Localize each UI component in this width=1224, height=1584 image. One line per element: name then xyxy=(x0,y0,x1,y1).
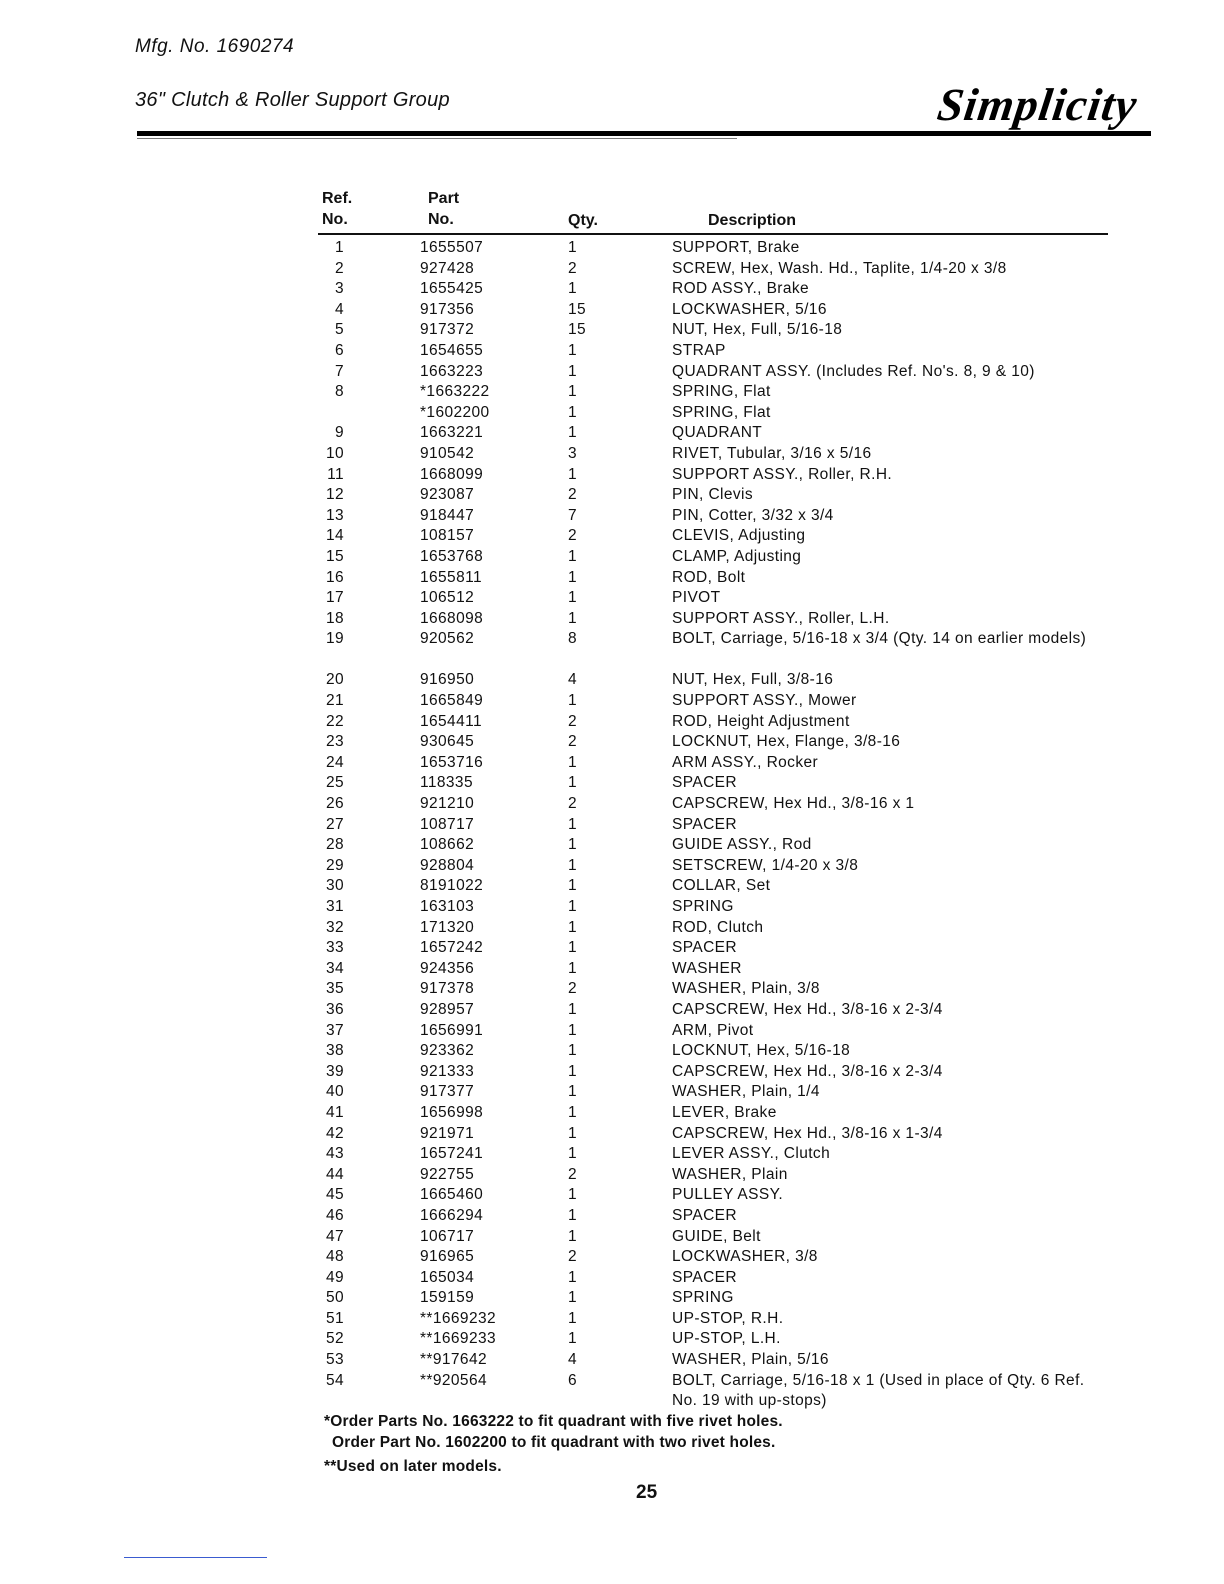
part-no: *1663222 xyxy=(420,383,490,401)
table-row xyxy=(0,1000,1224,1021)
part-no: 1653716 xyxy=(420,753,484,771)
description: RIVET, Tubular, 3/16 x 5/16 xyxy=(672,444,872,462)
header-rule xyxy=(137,131,1151,136)
table-row xyxy=(0,423,1224,444)
table-row xyxy=(0,897,1224,918)
qty: 1 xyxy=(568,774,578,792)
description: SPACER xyxy=(672,939,737,957)
table-row xyxy=(0,259,1224,280)
qty: 1 xyxy=(568,547,578,565)
qty: 1 xyxy=(568,1000,578,1018)
ref-no: 31 xyxy=(325,898,344,915)
footnote-1: *Order Parts No. 1663222 to fit quadrant with five rivet holes. xyxy=(324,1413,783,1430)
part-no: 924356 xyxy=(420,959,475,977)
qty: 1 xyxy=(568,403,578,421)
ref-no: 50 xyxy=(325,1289,344,1307)
part-no: 163103 xyxy=(420,898,475,915)
table-row xyxy=(0,547,1224,568)
description: SPACER xyxy=(672,1268,737,1286)
table-row xyxy=(0,1124,1224,1145)
table-row xyxy=(0,1247,1224,1268)
qty: 1 xyxy=(568,341,578,359)
part-no: 1663223 xyxy=(420,362,484,380)
qty: 1 xyxy=(568,959,578,977)
qty: 1 xyxy=(568,1186,578,1204)
qty: 1 xyxy=(568,1062,578,1080)
ref-no: 54 xyxy=(325,1371,344,1389)
description: STRAP xyxy=(672,341,726,359)
part-no: 108662 xyxy=(420,836,475,854)
qty: 2 xyxy=(568,795,578,813)
part-no: 916950 xyxy=(420,671,475,689)
part-no: 1668099 xyxy=(420,465,484,483)
table-row xyxy=(0,691,1224,712)
part-no: 928804 xyxy=(420,856,475,874)
ref-no: 9 xyxy=(334,424,344,442)
description: LEVER ASSY., Clutch xyxy=(672,1145,831,1163)
table-row xyxy=(0,815,1224,836)
footer-line xyxy=(124,1557,267,1558)
ref-no: 28 xyxy=(325,836,344,854)
qty: 4 xyxy=(568,671,578,689)
part-no: **920564 xyxy=(420,1371,487,1389)
part-no: 1663221 xyxy=(420,424,484,442)
part-no: 1656991 xyxy=(420,1021,484,1039)
ref-no: 24 xyxy=(325,753,344,771)
description: PIN, Clevis xyxy=(672,486,754,504)
ref-no: 43 xyxy=(325,1145,344,1163)
qty: 1 xyxy=(568,815,578,833)
ref-no: 40 xyxy=(325,1083,344,1101)
description: PIN, Cotter, 3/32 x 3/4 xyxy=(672,506,834,524)
table-row xyxy=(0,959,1224,980)
part-no: 921333 xyxy=(420,1062,475,1080)
table-row xyxy=(0,1165,1224,1186)
description: LEVER, Brake xyxy=(672,1103,777,1121)
table-row xyxy=(0,1268,1224,1289)
description: BOLT, Carriage, 5/16-18 x 3/4 (Qty. 14 on earlier models) xyxy=(672,630,1087,648)
ref-no: 5 xyxy=(334,321,344,339)
description: SUPPORT ASSY., Roller, R.H. xyxy=(672,465,893,483)
description: WASHER, Plain xyxy=(672,1165,788,1183)
group-title: 36" Clutch & Roller Support Group xyxy=(135,89,450,111)
footnote-3: **Used on later models. xyxy=(324,1458,502,1475)
description: UP-STOP, L.H. xyxy=(672,1330,781,1348)
qty: 2 xyxy=(568,712,578,730)
part-no: 918447 xyxy=(420,506,475,524)
part-no: **1669232 xyxy=(420,1309,497,1327)
table-row xyxy=(0,609,1224,630)
ref-no: 38 xyxy=(325,1042,344,1060)
table-row xyxy=(0,835,1224,856)
qty: 3 xyxy=(568,444,578,462)
description: PIVOT xyxy=(672,589,721,607)
mfg-number: Mfg. No. 1690274 xyxy=(135,36,295,57)
description: ROD, Height Adjustment xyxy=(672,712,850,730)
table-row xyxy=(0,773,1224,794)
table-row xyxy=(0,918,1224,939)
description: CLAMP, Adjusting xyxy=(672,547,802,565)
part-no: **1669233 xyxy=(420,1330,497,1348)
table-row xyxy=(0,1206,1224,1227)
table-row xyxy=(0,1329,1224,1350)
qty: 1 xyxy=(568,1103,578,1121)
part-no: 910542 xyxy=(420,444,475,462)
table-row xyxy=(0,382,1224,403)
description: CAPSCREW, Hex Hd., 3/8-16 x 1-3/4 xyxy=(672,1124,943,1142)
table-row xyxy=(0,465,1224,486)
ref-no: 47 xyxy=(325,1227,344,1245)
description: GUIDE ASSY., Rod xyxy=(672,836,812,854)
qty: 2 xyxy=(568,486,578,504)
table-row xyxy=(0,1371,1224,1412)
ref-no: 33 xyxy=(325,939,344,957)
part-no: **917642 xyxy=(420,1351,487,1369)
part-no: 917356 xyxy=(420,300,475,318)
description: COLLAR, Set xyxy=(672,877,771,895)
table-row xyxy=(0,526,1224,547)
ref-no: 37 xyxy=(325,1021,344,1039)
part-no: 930645 xyxy=(420,733,475,751)
table-row xyxy=(0,1288,1224,1309)
ref-no: 52 xyxy=(325,1330,344,1348)
ref-no: 36 xyxy=(325,1000,344,1018)
ref-no: 32 xyxy=(325,918,344,936)
description: ROD ASSY., Brake xyxy=(672,280,810,298)
ref-no: 34 xyxy=(325,959,344,977)
table-row xyxy=(0,712,1224,733)
part-no: 159159 xyxy=(420,1289,475,1307)
table-row xyxy=(0,300,1224,321)
ref-no: 46 xyxy=(325,1206,344,1224)
table-row xyxy=(0,876,1224,897)
header-rule-thin xyxy=(137,138,737,139)
qty: 1 xyxy=(568,1042,578,1060)
qty: 8 xyxy=(568,630,578,648)
description: WASHER, Plain, 5/16 xyxy=(672,1351,829,1369)
part-no: 1668098 xyxy=(420,609,484,627)
ref-no: 3 xyxy=(334,280,344,298)
table-row xyxy=(0,341,1224,362)
ref-no: 25 xyxy=(325,774,344,792)
part-no: *1602200 xyxy=(420,403,490,421)
ref-no: 29 xyxy=(325,856,344,874)
part-no: 922755 xyxy=(420,1165,475,1183)
header-underline xyxy=(318,233,1108,235)
ref-no: 20 xyxy=(325,671,344,689)
description: SPRING xyxy=(672,1289,734,1307)
qty: 1 xyxy=(568,1309,578,1327)
part-no: 917378 xyxy=(420,980,475,998)
table-row xyxy=(0,320,1224,341)
col-header-description: Description xyxy=(708,212,797,229)
qty: 1 xyxy=(568,918,578,936)
description: SPACER xyxy=(672,1206,737,1224)
parts-table xyxy=(0,238,1224,1412)
part-no: 1656998 xyxy=(420,1103,484,1121)
ref-no: 27 xyxy=(325,815,344,833)
table-row xyxy=(0,1144,1224,1165)
ref-no: 44 xyxy=(325,1165,344,1183)
brand-logo: Simplicity xyxy=(934,79,1141,130)
description: ROD, Clutch xyxy=(672,918,764,936)
table-row xyxy=(0,279,1224,300)
ref-no: 42 xyxy=(325,1124,344,1142)
qty: 4 xyxy=(568,1351,578,1369)
table-row xyxy=(0,568,1224,589)
ref-no: 49 xyxy=(325,1268,344,1286)
qty: 1 xyxy=(568,1083,578,1101)
part-no: 1654655 xyxy=(420,341,484,359)
description: SUPPORT ASSY., Mower xyxy=(672,692,857,710)
description: NUT, Hex, Full, 5/16-18 xyxy=(672,321,843,339)
table-row xyxy=(0,506,1224,527)
part-no: 928957 xyxy=(420,1000,475,1018)
qty: 1 xyxy=(568,836,578,854)
description: SUPPORT, Brake xyxy=(672,239,800,256)
table-row xyxy=(0,588,1224,609)
description: WASHER xyxy=(672,959,742,977)
qty: 1 xyxy=(568,856,578,874)
page-number: 25 xyxy=(636,1482,658,1503)
description: ARM ASSY., Rocker xyxy=(672,753,819,771)
qty: 1 xyxy=(568,239,578,256)
qty: 1 xyxy=(568,1145,578,1163)
part-no: 1665849 xyxy=(420,692,484,710)
description: LOCKNUT, Hex, 5/16-18 xyxy=(672,1042,851,1060)
qty: 1 xyxy=(568,939,578,957)
table-row xyxy=(0,1082,1224,1103)
ref-no: 11 xyxy=(327,465,344,483)
qty: 15 xyxy=(568,300,587,318)
part-no: 108157 xyxy=(420,527,475,545)
part-no: 1653768 xyxy=(420,547,484,565)
description: LOCKWASHER, 3/8 xyxy=(672,1248,818,1266)
qty: 2 xyxy=(568,1248,578,1266)
description: PULLEY ASSY. xyxy=(672,1186,784,1204)
qty: 7 xyxy=(568,506,578,524)
ref-no: 23 xyxy=(325,733,344,751)
table-row xyxy=(0,629,1224,670)
ref-no: 18 xyxy=(325,609,344,627)
ref-no: 51 xyxy=(325,1309,344,1327)
ref-no: 17 xyxy=(325,589,344,607)
ref-no: 6 xyxy=(334,341,344,359)
qty: 1 xyxy=(568,1268,578,1286)
description: SCREW, Hex, Wash. Hd., Taplite, 1/4-20 x 3/8 xyxy=(672,259,1007,277)
description: LOCKWASHER, 5/16 xyxy=(672,300,827,318)
part-no: 923087 xyxy=(420,486,475,504)
part-no: 8191022 xyxy=(420,877,484,895)
part-no: 1666294 xyxy=(420,1206,484,1224)
ref-no: 19 xyxy=(325,630,344,648)
ref-no: 8 xyxy=(334,383,344,401)
col-header-qty: Qty. xyxy=(568,212,598,229)
footnote-2: Order Part No. 1602200 to fit quadrant with two rivet holes. xyxy=(332,1434,776,1451)
part-no: 923362 xyxy=(420,1042,475,1060)
description: QUADRANT xyxy=(672,424,763,442)
ref-no: 1 xyxy=(334,239,344,256)
qty: 1 xyxy=(568,1021,578,1039)
ref-no: 48 xyxy=(325,1248,344,1266)
ref-no: 12 xyxy=(325,486,344,504)
col-header-ref: Ref. No. xyxy=(322,190,353,228)
part-no: 118335 xyxy=(420,774,473,792)
ref-no: 14 xyxy=(325,527,344,545)
qty: 1 xyxy=(568,1227,578,1245)
qty: 15 xyxy=(568,321,587,339)
col-header-part: Part No. xyxy=(428,190,460,228)
ref-no: 15 xyxy=(325,547,344,565)
part-no: 1654411 xyxy=(420,712,482,730)
qty: 6 xyxy=(568,1371,578,1389)
part-no: 1665460 xyxy=(420,1186,484,1204)
table-row xyxy=(0,670,1224,691)
description: SUPPORT ASSY., Roller, L.H. xyxy=(672,609,890,627)
qty: 1 xyxy=(568,465,578,483)
table-row xyxy=(0,938,1224,959)
part-no: 1655507 xyxy=(420,239,484,256)
qty: 1 xyxy=(568,898,578,915)
table-row xyxy=(0,1350,1224,1371)
ref-no: 22 xyxy=(325,712,344,730)
description: SPACER xyxy=(672,774,737,792)
ref-no: 4 xyxy=(334,300,344,318)
qty: 1 xyxy=(568,280,578,298)
qty: 1 xyxy=(568,1206,578,1224)
description: SETSCREW, 1/4-20 x 3/8 xyxy=(672,856,859,874)
ref-no: 16 xyxy=(325,568,344,586)
part-no: 1657241 xyxy=(420,1145,484,1163)
ref-no: 53 xyxy=(325,1351,344,1369)
description: CAPSCREW, Hex Hd., 3/8-16 x 2-3/4 xyxy=(672,1000,943,1018)
table-row xyxy=(0,403,1224,424)
ref-no: 26 xyxy=(325,795,344,813)
part-no: 165034 xyxy=(420,1268,475,1286)
qty: 2 xyxy=(568,259,578,277)
description: CAPSCREW, Hex Hd., 3/8-16 x 2-3/4 xyxy=(672,1062,943,1080)
part-no: 1655425 xyxy=(420,280,484,298)
description: LOCKNUT, Hex, Flange, 3/8-16 xyxy=(672,733,901,751)
part-no: 917372 xyxy=(420,321,475,339)
table-row xyxy=(0,362,1224,383)
table-row xyxy=(0,1062,1224,1083)
table-row xyxy=(0,1185,1224,1206)
qty: 1 xyxy=(568,1289,578,1307)
qty: 2 xyxy=(568,980,578,998)
qty: 1 xyxy=(568,568,578,586)
ref-no: 21 xyxy=(325,692,344,710)
description: SPRING, Flat xyxy=(672,403,771,421)
part-no: 171320 xyxy=(420,918,475,936)
table-row xyxy=(0,856,1224,877)
qty: 1 xyxy=(568,1124,578,1142)
ref-no: 7 xyxy=(334,362,344,380)
description: ARM, Pivot xyxy=(672,1021,754,1039)
description: GUIDE, Belt xyxy=(672,1227,761,1245)
description: SPACER xyxy=(672,815,737,833)
qty: 1 xyxy=(568,424,578,442)
ref-no: 2 xyxy=(334,259,344,277)
ref-no: 41 xyxy=(325,1103,344,1121)
part-no: 106717 xyxy=(420,1227,475,1245)
description: WASHER, Plain, 3/8 xyxy=(672,980,820,998)
ref-no: 35 xyxy=(325,980,344,998)
table-row xyxy=(0,485,1224,506)
description: WASHER, Plain, 1/4 xyxy=(672,1083,820,1101)
table-row xyxy=(0,1309,1224,1330)
ref-no: 13 xyxy=(325,506,344,524)
table-row xyxy=(0,1021,1224,1042)
table-row xyxy=(0,1103,1224,1124)
ref-no: 39 xyxy=(325,1062,344,1080)
table-row xyxy=(0,238,1224,259)
table-row xyxy=(0,979,1224,1000)
qty: 1 xyxy=(568,753,578,771)
qty: 1 xyxy=(568,589,578,607)
ref-no: 45 xyxy=(325,1186,344,1204)
part-no: 106512 xyxy=(420,589,475,607)
description: CAPSCREW, Hex Hd., 3/8-16 x 1 xyxy=(672,795,915,813)
qty: 1 xyxy=(568,383,578,401)
ref-no: 30 xyxy=(325,877,344,895)
qty: 1 xyxy=(568,609,578,627)
description: NUT, Hex, Full, 3/8-16 xyxy=(672,671,834,689)
part-no: 1655811 xyxy=(420,568,482,586)
qty: 2 xyxy=(568,1165,578,1183)
description: SPRING xyxy=(672,898,734,915)
table-row xyxy=(0,1227,1224,1248)
part-no: 1657242 xyxy=(420,939,484,957)
description: ROD, Bolt xyxy=(672,568,746,586)
qty: 1 xyxy=(568,692,578,710)
part-no: 927428 xyxy=(420,259,475,277)
part-no: 920562 xyxy=(420,630,475,648)
table-row xyxy=(0,444,1224,465)
description: QUADRANT ASSY. (Includes Ref. No's. 8, 9 & 10) xyxy=(672,362,1035,380)
description: BOLT, Carriage, 5/16-18 x 1 (Used in place of Qty. 6 Ref. No. 19 with up-stops) xyxy=(672,1371,1085,1410)
part-no: 921210 xyxy=(420,795,475,813)
part-no: 916965 xyxy=(420,1248,475,1266)
table-row xyxy=(0,1041,1224,1062)
qty: 1 xyxy=(568,877,578,895)
ref-no: 10 xyxy=(325,444,344,462)
description: CLEVIS, Adjusting xyxy=(672,527,806,545)
table-row xyxy=(0,794,1224,815)
table-row xyxy=(0,753,1224,774)
part-no: 921971 xyxy=(420,1124,475,1142)
qty: 1 xyxy=(568,362,578,380)
description: UP-STOP, R.H. xyxy=(672,1309,784,1327)
part-no: 917377 xyxy=(420,1083,475,1101)
qty: 2 xyxy=(568,733,578,751)
qty: 2 xyxy=(568,527,578,545)
description: SPRING, Flat xyxy=(672,383,771,401)
part-no: 108717 xyxy=(420,815,475,833)
qty: 1 xyxy=(568,1330,578,1348)
table-row xyxy=(0,732,1224,753)
